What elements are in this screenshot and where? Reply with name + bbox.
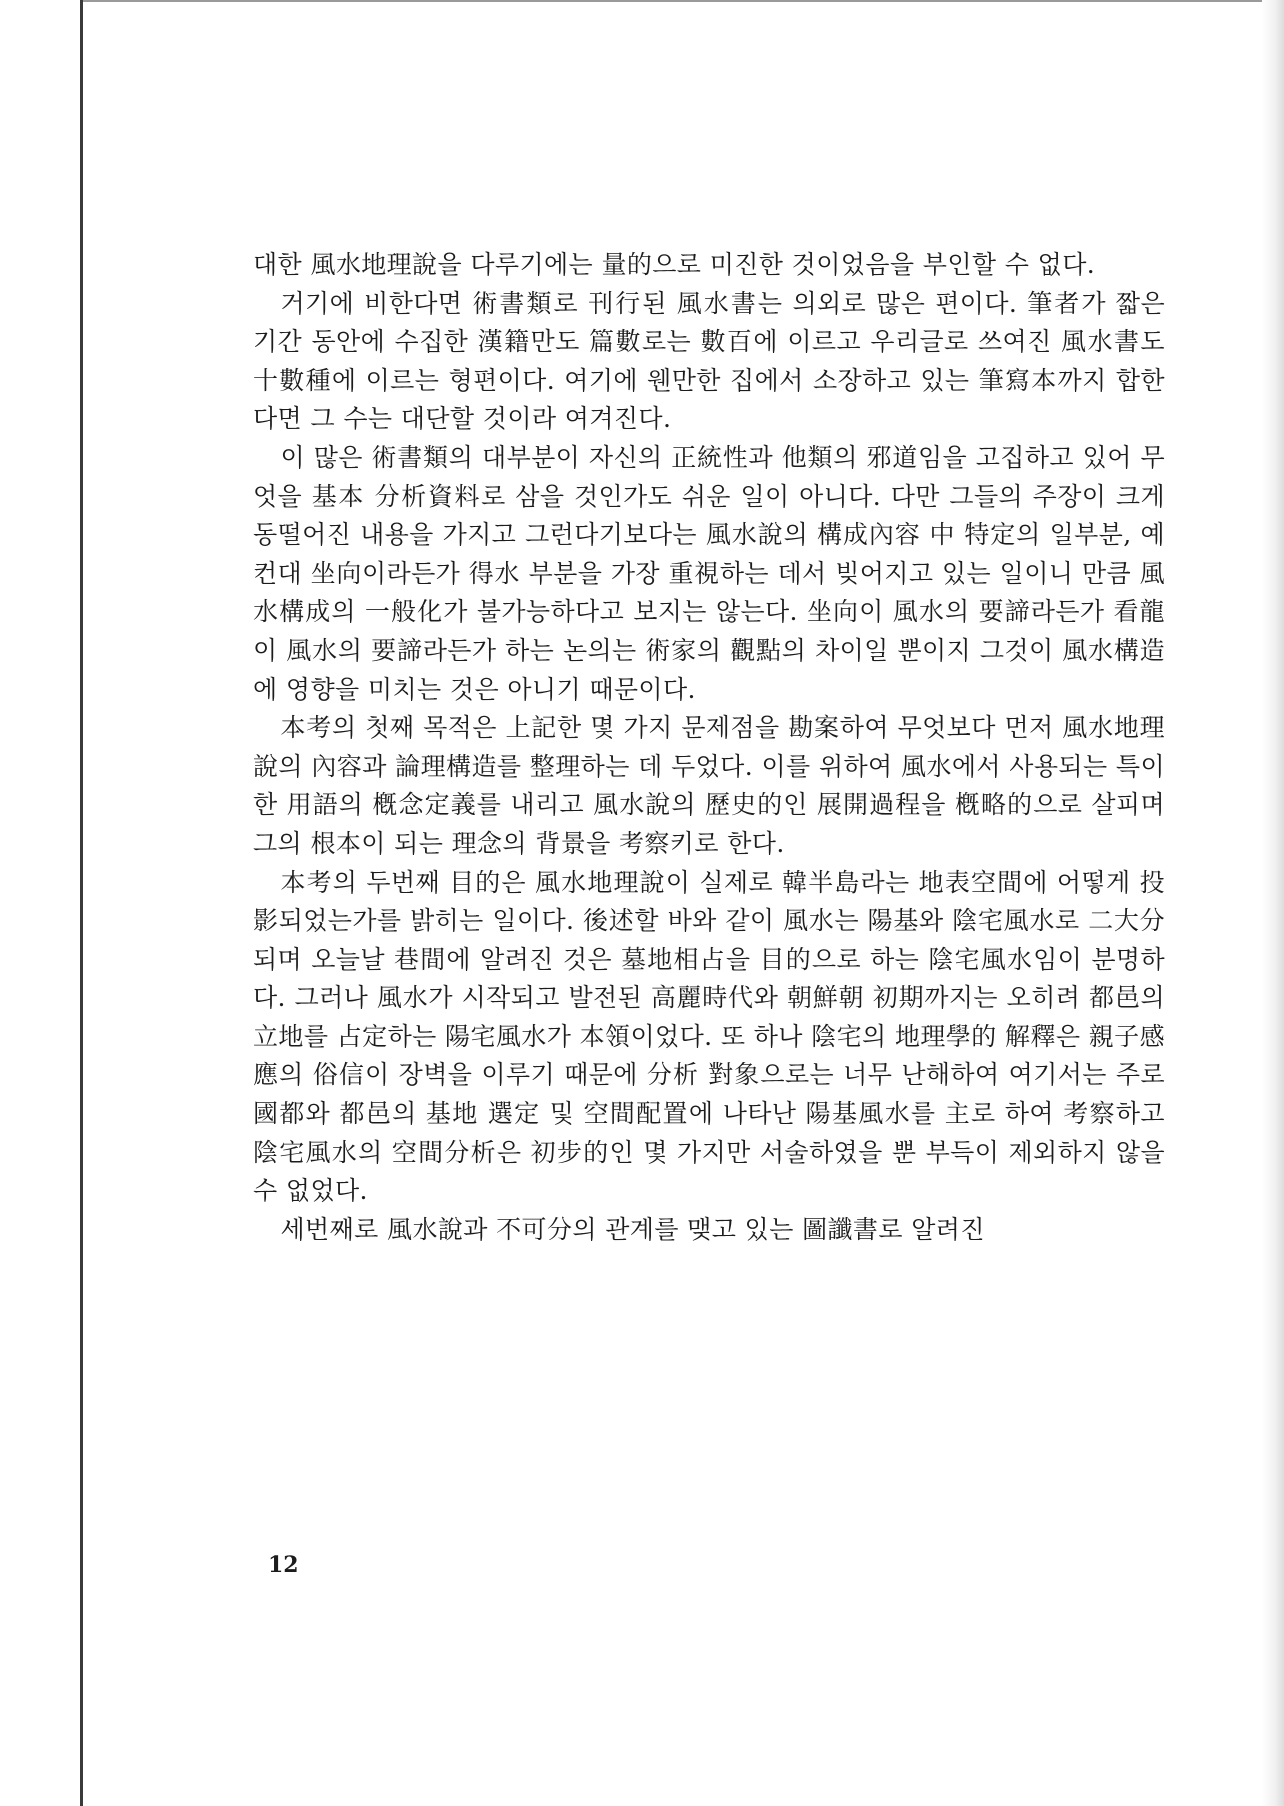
- paragraph-continuation: 대한 風水地理說을 다루기에는 量的으로 미진한 것이었음을 부인할 수 없다.: [253, 250, 1096, 279]
- document-page: [83, 2, 1262, 1806]
- page-right-edge-shadow: [1262, 0, 1284, 1806]
- paragraph: 本考의 두번째 目的은 風水地理說이 실제로 韓半島라는 地表空間에 어떻게 投影되었는가를 밝히는 일이다. 後述할 바와 같이 風水는 陽基와 陰宅風水로 二大分되며 오늘날 巷間에 알려진 것은 墓地相占을 目的으로 하는 陰宅風水임이 분명하다. 그러나 風水가 시작되고 발전된 高麗時代와 朝鮮朝 初期까지는 오히려 都邑의 立地를 占定하는 陽宅風水가 本領이었다. 또 하나 陰宅의 地理學的 解釋은 親子感應의 俗信이 장벽을 이루기 때문에 分析 對象으로는 너무 난해하여 여기서는 주로 國都와 都邑의 基地 選定 및 空間配置에 나타난 陽基風水를 主로 하여 考察하고 陰宅風水의 空間分析은 初步的인 몇 가지만 서술하였을 뿐 부득이 제외하지 않을 수 없었다.: [253, 867, 1165, 1206]
- page-body-text: [253, 246, 1165, 1249]
- page-number: 12: [268, 1552, 299, 1578]
- paragraph: 세번째로 風水說과 不可分의 관계를 맺고 있는 圖讖書로 알려진: [280, 1214, 985, 1244]
- paragraph: 本考의 첫째 목적은 上記한 몇 가지 문제점을 勘案하여 무엇보다 먼저 風水地理說의 內容과 論理構造를 整理하는 데 두었다. 이를 위하여 風水에서 사용되는 특이한 用語의 槪念定義를 내리고 風水說의 歷史的인 展開過程을 槪略的으로 살피며 그의 根本이 되는 理念의 背景을 考察키로 한다.: [253, 713, 1165, 858]
- paragraph: 거기에 비한다면 術書類로 刊行된 風水書는 의외로 많은 편이다. 筆者가 짧은 기간 동안에 수집한 漢籍만도 篇數로는 數百에 이르고 우리글로 쓰여진 風水書도 十數種에 이르는 형편이다. 여기에 웬만한 집에서 소장하고 있는 筆寫本까지 합한다면 그 수는 대단할 것이라 여겨진다.: [253, 288, 1165, 434]
- paragraph: 이 많은 術書類의 대부분이 자신의 正統性과 他類의 邪道임을 고집하고 있어 무엇을 基本 分析資料로 삼을 것인가도 쉬운 일이 아니다. 다만 그들의 주장이 크게 동떨어진 내용을 가지고 그런다기보다는 風水說의 構成內容 中 特定의 일부분, 예컨대 坐向이라든가 得水 부분을 가장 重視하는 데서 빚어지고 있는 일이니 만큼 風水構成의 一般化가 불가능하다고 보지는 않는다. 坐向이 風水의 要諦라든가 看龍이 風水의 要諦라든가 하는 논의는 術家의 觀點의 차이일 뿐이지 그것이 風水構造에 영향을 미치는 것은 아니기 때문이다.: [253, 442, 1165, 704]
